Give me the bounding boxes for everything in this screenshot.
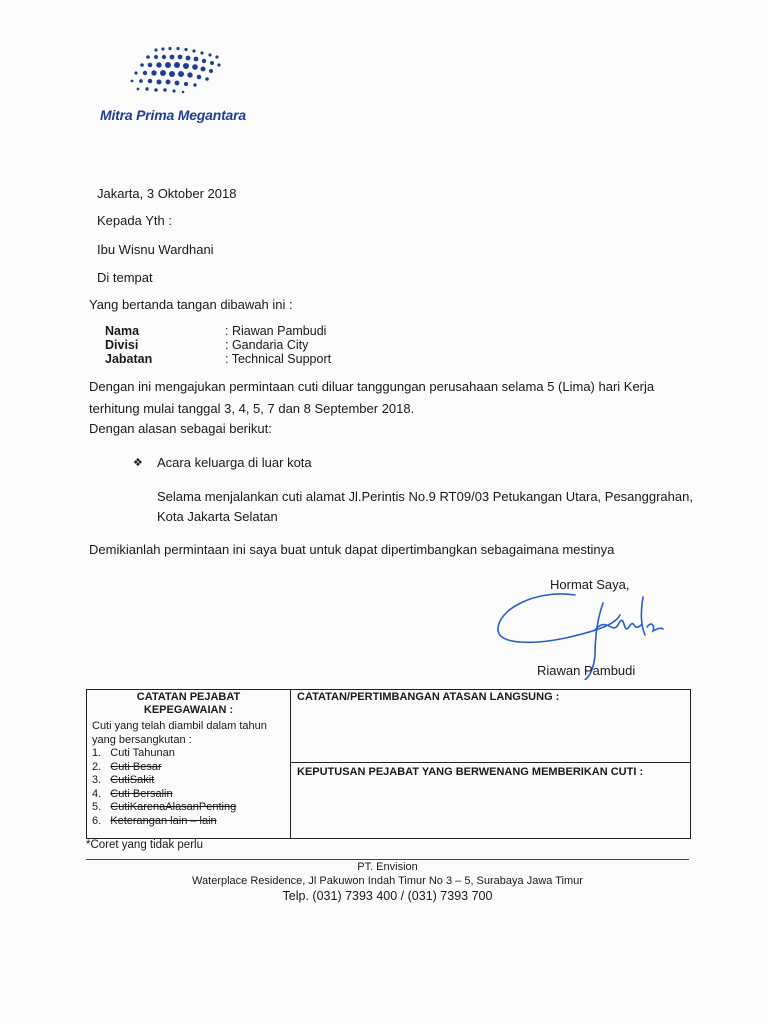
hr-header-line-2: KEPEGAWAIAN :	[143, 704, 234, 716]
letter-reason: Acara keluarga di luar kota	[157, 455, 312, 470]
leave-item-text: Cuti Besar	[110, 760, 162, 773]
strike-note: *Coret yang tidak perlu	[86, 839, 203, 851]
leave-item-text: CutiKarenaAlasanPenting	[110, 801, 237, 813]
hr-intro-line-2: yang bersangkutan :	[92, 733, 192, 746]
leave-item	[87, 774, 290, 788]
identity-value: : Technical Support	[225, 352, 332, 366]
section-divider	[291, 762, 690, 763]
leave-item	[87, 815, 290, 829]
identity-label: Divisi	[105, 338, 139, 352]
letter-address-line-2: Kota Jakarta Selatan	[157, 509, 278, 524]
letter-closing: Demikianlah permintaan ini saya buat untuk dapat dipertimbangkan sebagaimana mestinya	[89, 542, 615, 557]
leave-item-text: Cuti Tahunan	[110, 747, 175, 759]
leave-item-text: Cuti Bersalin	[110, 787, 173, 800]
leave-item-number: 5.	[92, 801, 102, 813]
approval-form-table	[86, 689, 691, 839]
hr-notes-column	[87, 690, 291, 838]
footer-company: PT. Envision	[357, 861, 418, 873]
leave-item	[87, 761, 290, 775]
identity-label: Nama	[105, 324, 140, 338]
logo-mark-icon	[128, 44, 228, 104]
leave-item-number: 1.	[92, 747, 102, 759]
leave-item	[87, 747, 290, 761]
supervisor-notes-header: CATATAN/PERTIMBANGAN ATASAN LANGSUNG :	[297, 691, 560, 703]
letter-place: Di tempat	[97, 270, 153, 285]
letter-recipient: Ibu Wisnu Wardhani	[97, 242, 214, 257]
identity-value: : Riawan Pambudi	[225, 324, 327, 338]
letter-body-line-1: Dengan ini mengajukan permintaan cuti diluar tanggungan perusahaan selama 5 (Lima) hari Kerja	[89, 379, 655, 394]
hr-intro-line-1: Cuti yang telah diambil dalam tahun	[92, 720, 267, 732]
identity-row-position	[105, 352, 331, 366]
identity-label: Jabatan	[105, 352, 153, 366]
identity-row-division	[105, 338, 331, 352]
leave-item-number: 4.	[92, 787, 102, 800]
letter-intro: Yang bertanda tangan dibawah ini :	[89, 297, 293, 312]
footer-address: Waterplace Residence, Jl Pakuwon Indah Timur No 3 – 5, Surabaya Jawa Timur	[192, 875, 583, 887]
leave-item-text: Keterangan lain – lain	[110, 814, 217, 827]
leave-item-number: 3.	[92, 774, 102, 786]
footer-phone: Telp. (031) 7393 400 / (031) 7393 700	[282, 889, 493, 903]
leave-item-number: 6.	[92, 814, 102, 827]
letter-body-line-2: terhitung mulai tanggal 3, 4, 5, 7 dan 8 September 2018.	[89, 401, 415, 416]
hr-header-line-1: CATATAN PEJABAT	[136, 691, 241, 703]
letter-date: Jakarta, 3 Oktober 2018	[97, 186, 237, 201]
letter-reason-intro: Dengan alasan sebagai berikut:	[89, 421, 272, 436]
bullet-diamond-icon: ❖	[133, 457, 143, 469]
company-logo	[128, 44, 228, 104]
leave-item-number: 2.	[92, 760, 102, 773]
footer-divider	[86, 859, 689, 860]
identity-row-name	[105, 324, 331, 338]
letter-to-line: Kepada Yth :	[97, 213, 172, 228]
letter-address-line-1: Selama menjalankan cuti alamat Jl.Perintis No.9 RT09/03 Petukangan Utara, Pesanggrahan,	[157, 489, 693, 504]
identity-value: : Gandaria City	[225, 338, 309, 352]
company-name: Mitra Prima Megantara	[100, 107, 246, 123]
leave-item	[87, 788, 290, 802]
identity-block	[105, 324, 331, 366]
letter-signer: Riawan Pambudi	[537, 663, 636, 678]
leave-item-text: CutiSakit	[110, 774, 155, 786]
decision-header: KEPUTUSAN PEJABAT YANG BERWENANG MEMBERIKAN CUTI :	[297, 766, 644, 778]
supervisor-column	[291, 690, 690, 838]
letter-salutation: Hormat Saya,	[550, 577, 630, 592]
leave-item	[87, 801, 290, 815]
